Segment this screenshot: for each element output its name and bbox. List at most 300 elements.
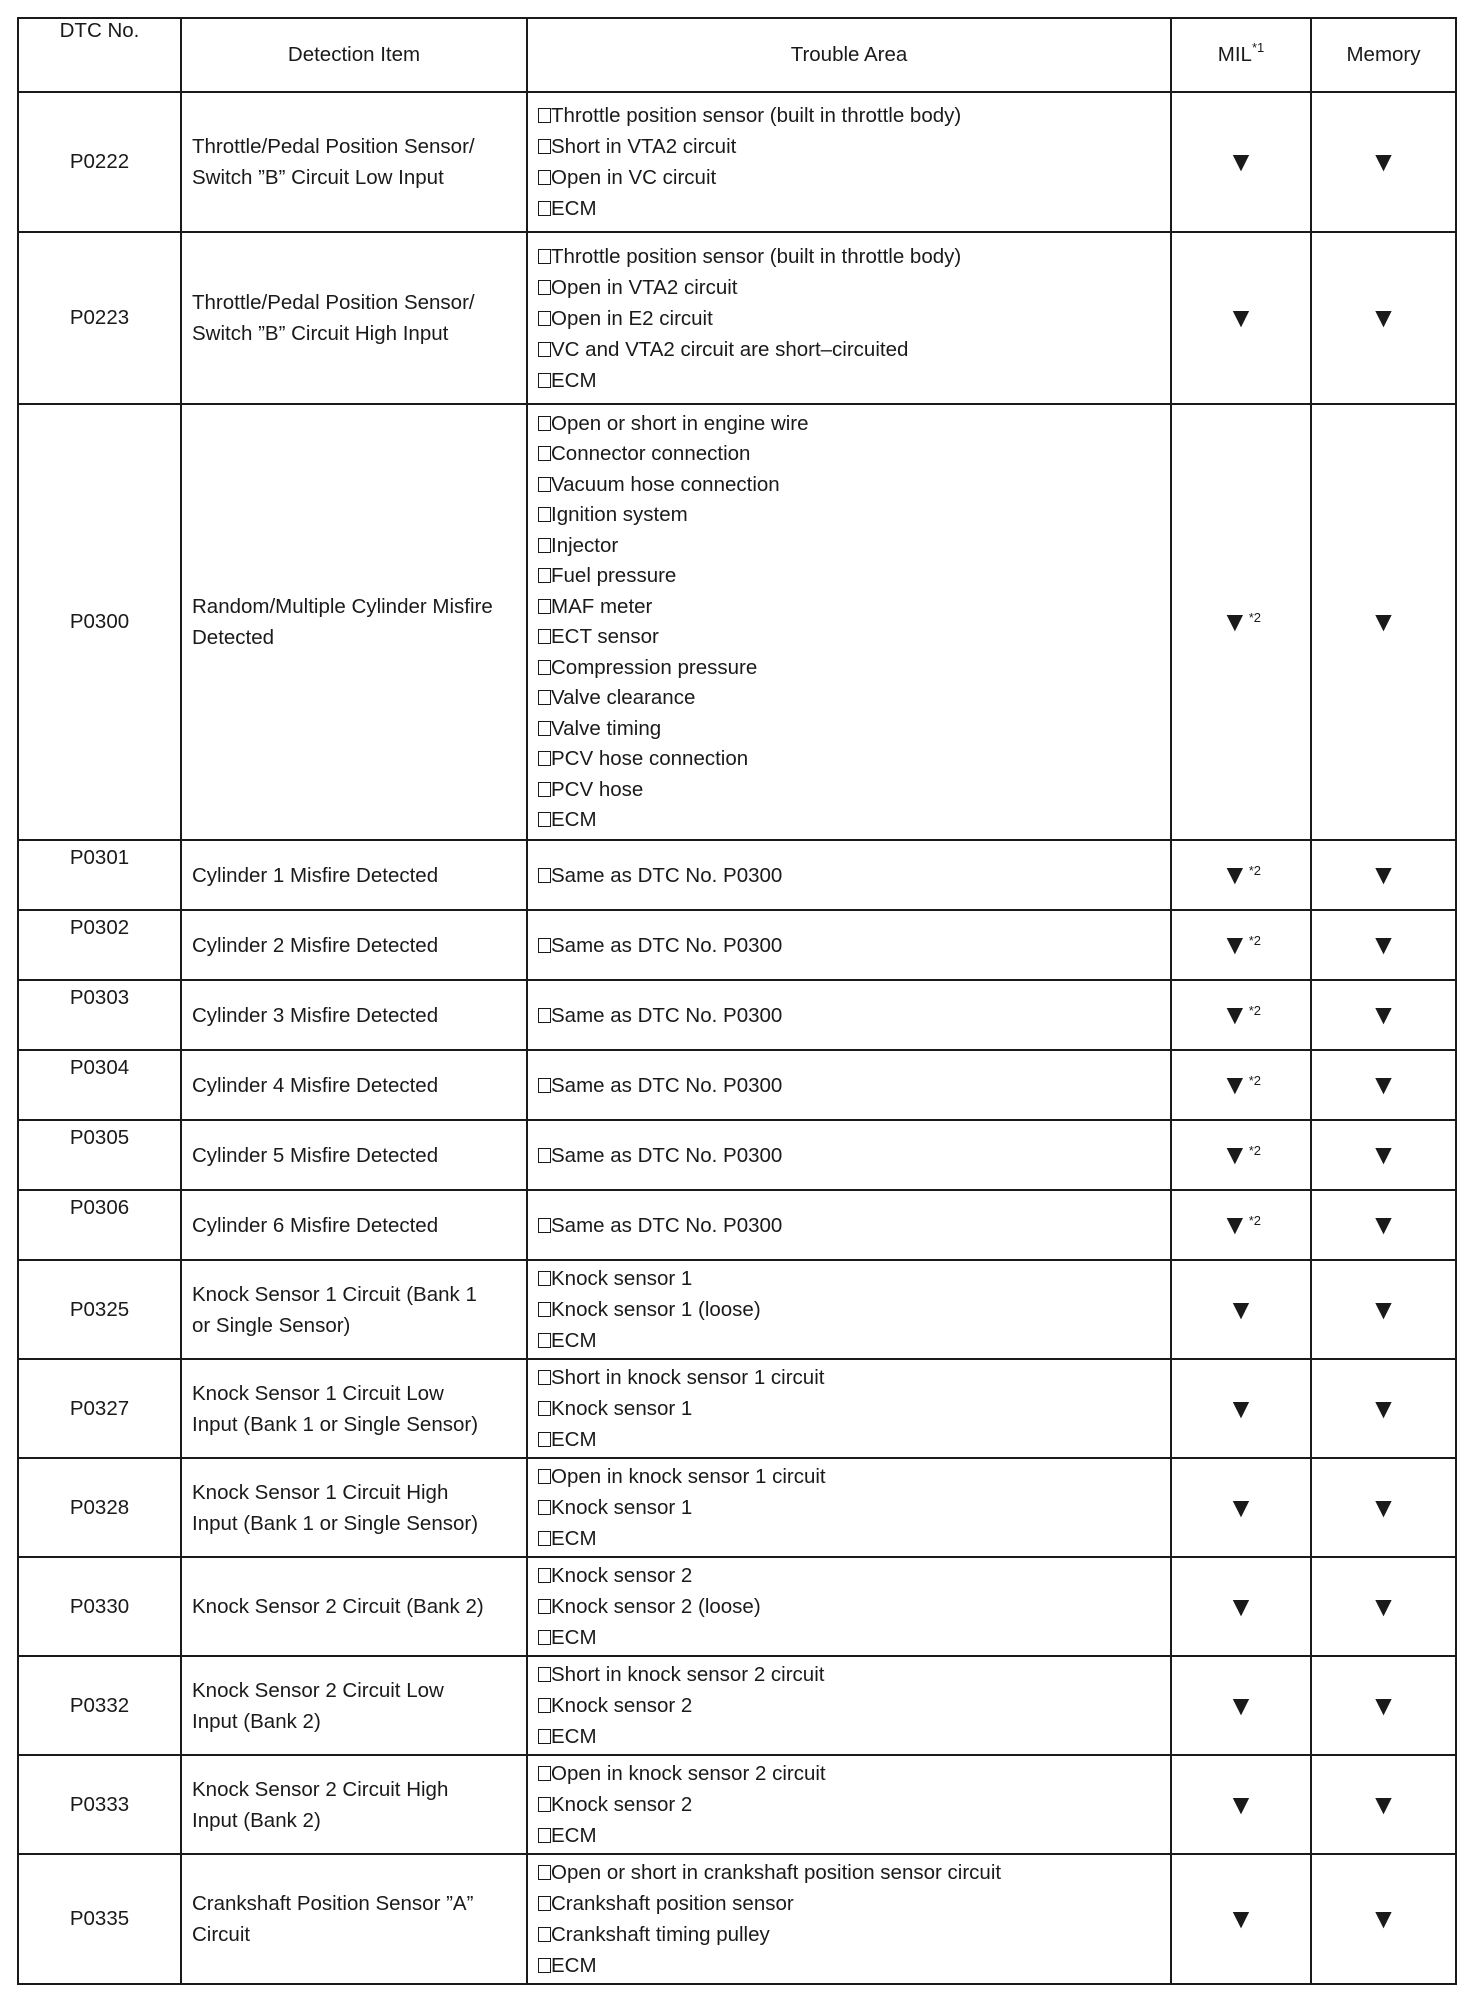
trouble-area-text: Injector: [551, 533, 619, 557]
memory-cell: [1311, 1359, 1456, 1458]
mil-cell: [1171, 1854, 1311, 1984]
dtc-code: P0222: [18, 92, 181, 232]
checkbox-square-icon: [538, 1333, 551, 1348]
detection-item-line: Throttle/Pedal Position Sensor/: [192, 291, 475, 314]
memory-cell: [1311, 1656, 1456, 1755]
memory-cell: [1311, 1557, 1456, 1656]
trouble-area-text: ECM: [551, 1954, 597, 1977]
checkbox-square-icon: [538, 782, 551, 797]
dtc-code: P0332: [18, 1656, 181, 1755]
checkbox-square-icon: [538, 1218, 551, 1233]
trouble-area-item: [538, 500, 1160, 531]
dtc-code: P0327: [18, 1359, 181, 1458]
mil-footnote: *2: [1248, 863, 1261, 878]
trouble-area-text: Knock sensor 2: [551, 1793, 693, 1816]
trouble-area-item: [538, 714, 1160, 745]
mil-cell: [1171, 980, 1311, 1050]
dtc-code: P0333: [18, 1755, 181, 1854]
mil-cell: [1171, 1190, 1311, 1260]
detection-item: [181, 1854, 527, 1984]
table-row: [18, 980, 1456, 1050]
checkbox-square-icon: [538, 1667, 551, 1682]
triangle-down-icon: ▼: [1369, 1788, 1398, 1820]
checkbox-square-icon: [538, 477, 551, 492]
dtc-code: P0303: [18, 980, 181, 1050]
detection-item-line: Cylinder 5 Misfire Detected: [192, 1143, 439, 1167]
table-row: [18, 1359, 1456, 1458]
detection-item-line: Knock Sensor 1 Circuit (Bank 1: [192, 1282, 477, 1306]
triangle-down-icon: ▼: [1369, 929, 1398, 960]
checkbox-square-icon: [538, 1078, 551, 1093]
table-row: [18, 1120, 1456, 1190]
trouble-area-text: ECM: [551, 1824, 597, 1847]
trouble-area: [527, 1557, 1171, 1656]
trouble-area-text: Same as DTC No. P0300: [551, 1003, 783, 1027]
mil-cell: [1171, 1656, 1311, 1755]
trouble-area-item: [538, 131, 1160, 162]
trouble-area-item: [538, 1263, 1160, 1294]
memory-cell: [1311, 1260, 1456, 1359]
trouble-area-text: Valve clearance: [551, 686, 696, 709]
triangle-down-icon: ▼: [1369, 1491, 1398, 1523]
trouble-area-text: Open or short in engine wire: [551, 411, 809, 435]
trouble-area-item: [538, 303, 1160, 334]
header-mil-note: *1: [1251, 40, 1265, 55]
trouble-area-item: [538, 1758, 1160, 1789]
triangle-down-icon: ▼: [1227, 1903, 1255, 1934]
trouble-area-text: Throttle position sensor (built in throttle body): [551, 244, 962, 268]
detection-item: [181, 910, 527, 980]
trouble-area: [527, 1458, 1171, 1557]
trouble-area-item: [538, 561, 1160, 592]
mil-cell: [1171, 1755, 1311, 1854]
mil-cell: [1171, 910, 1311, 980]
trouble-area-item: [538, 1210, 1160, 1241]
detection-item-line: Input (Bank 2): [192, 1709, 321, 1733]
checkbox-square-icon: [538, 1599, 551, 1614]
detection-item-line: Input (Bank 1 or Single Sensor): [192, 1412, 479, 1436]
trouble-area-item: [538, 744, 1160, 775]
checkbox-square-icon: [538, 416, 551, 431]
memory-cell: [1311, 1755, 1456, 1854]
trouble-area-item: [538, 1294, 1160, 1325]
header-memory: Memory: [1311, 18, 1456, 92]
memory-cell: [1311, 404, 1456, 840]
header-detection-item: Detection Item: [181, 18, 527, 92]
mil-footnote: *2: [1248, 933, 1261, 948]
trouble-area: [527, 980, 1171, 1050]
trouble-area-text: MAF meter: [551, 594, 653, 618]
trouble-area-text: Fuel pressure: [551, 564, 677, 587]
trouble-area-item: [538, 592, 1160, 623]
trouble-area-text: Knock sensor 1: [551, 1397, 693, 1420]
trouble-area-item: [538, 272, 1160, 303]
dtc-code: P0301: [18, 840, 181, 910]
trouble-area-text: Knock sensor 2: [551, 1564, 693, 1587]
trouble-area: [527, 1190, 1171, 1260]
triangle-down-icon: ▼: [1220, 999, 1249, 1030]
mil-cell: [1171, 1260, 1311, 1359]
mil-cell: [1171, 92, 1311, 232]
trouble-area-item: [538, 334, 1160, 365]
detection-item-line: or Single Sensor): [192, 1313, 351, 1337]
memory-cell: [1311, 840, 1456, 910]
dtc-code: P0305: [18, 1120, 181, 1190]
checkbox-square-icon: [538, 538, 551, 553]
trouble-area: [527, 1854, 1171, 1984]
table-row: [18, 1854, 1456, 1984]
mil-cell: [1171, 1120, 1311, 1190]
detection-item-line: Knock Sensor 2 Circuit (Bank 2): [192, 1595, 484, 1618]
trouble-area-text: ECM: [551, 1329, 597, 1352]
trouble-area-item: [538, 1591, 1160, 1622]
checkbox-square-icon: [538, 1698, 551, 1713]
checkbox-square-icon: [538, 1828, 551, 1843]
trouble-area-text: Ignition system: [551, 503, 688, 526]
checkbox-square-icon: [538, 938, 551, 953]
checkbox-square-icon: [538, 1531, 551, 1546]
trouble-area-item: [538, 1820, 1160, 1851]
triangle-down-icon: ▼: [1369, 1689, 1398, 1721]
trouble-area-item: [538, 1000, 1160, 1031]
detection-item: [181, 92, 527, 232]
trouble-area-text: ECM: [551, 808, 597, 831]
checkbox-square-icon: [538, 1958, 551, 1973]
checkbox-square-icon: [538, 868, 551, 883]
dtc-code: P0302: [18, 910, 181, 980]
table-row: [18, 840, 1456, 910]
triangle-down-icon: ▼: [1369, 859, 1398, 890]
table-row: [18, 1458, 1456, 1557]
header-row: [18, 18, 1456, 92]
detection-item: [181, 232, 527, 404]
trouble-area-text: Throttle position sensor (built in throttle body): [551, 104, 962, 127]
trouble-area-text: Vacuum hose connection: [551, 472, 780, 496]
trouble-area-text: PCV hose connection: [551, 747, 749, 770]
table-row: [18, 1755, 1456, 1854]
checkbox-square-icon: [538, 170, 551, 185]
table-row: [18, 92, 1456, 232]
trouble-area-text: Open in knock sensor 1 circuit: [551, 1465, 826, 1488]
trouble-area-text: ECM: [551, 1725, 597, 1748]
trouble-area: [527, 1050, 1171, 1120]
detection-item-line: Knock Sensor 2 Circuit High: [192, 1777, 449, 1801]
table-row: [18, 232, 1456, 404]
trouble-area: [527, 1755, 1171, 1854]
detection-item-line: Cylinder 2 Misfire Detected: [192, 933, 439, 957]
checkbox-square-icon: [538, 280, 551, 295]
trouble-area-text: Open in knock sensor 2 circuit: [551, 1762, 826, 1785]
triangle-down-icon: ▼: [1369, 1069, 1398, 1100]
trouble-area-item: [538, 683, 1160, 714]
memory-cell: [1311, 1120, 1456, 1190]
checkbox-square-icon: [538, 812, 551, 827]
trouble-area-text: Open in E2 circuit: [551, 306, 713, 330]
triangle-down-icon: ▼: [1369, 1209, 1398, 1240]
detection-item: [181, 1557, 527, 1656]
trouble-area-item: [538, 1140, 1160, 1171]
memory-cell: [1311, 1050, 1456, 1120]
detection-item-line: Throttle/Pedal Position Sensor/: [192, 135, 475, 158]
triangle-down-icon: ▼: [1220, 606, 1249, 637]
trouble-area-item: [538, 1461, 1160, 1492]
checkbox-square-icon: [538, 311, 551, 326]
trouble-area-text: Short in knock sensor 1 circuit: [551, 1366, 825, 1389]
trouble-area-text: ECM: [551, 1428, 597, 1451]
detection-item: [181, 404, 527, 840]
trouble-area-text: ECT sensor: [551, 625, 659, 648]
mil-cell: [1171, 840, 1311, 910]
checkbox-square-icon: [538, 507, 551, 522]
trouble-area: [527, 1260, 1171, 1359]
table-row: [18, 404, 1456, 840]
triangle-down-icon: ▼: [1227, 1788, 1255, 1820]
trouble-area-text: Knock sensor 2: [551, 1694, 693, 1717]
checkbox-square-icon: [538, 1302, 551, 1317]
triangle-down-icon: ▼: [1369, 1139, 1398, 1170]
triangle-down-icon: ▼: [1227, 1689, 1255, 1721]
trouble-area-text: Same as DTC No. P0300: [551, 1073, 783, 1097]
checkbox-square-icon: [538, 751, 551, 766]
checkbox-square-icon: [538, 1797, 551, 1812]
table-row: [18, 910, 1456, 980]
triangle-down-icon: ▼: [1369, 1903, 1398, 1934]
triangle-down-icon: ▼: [1227, 1392, 1255, 1424]
mil-cell: [1171, 1050, 1311, 1120]
header-mil-label: MIL: [1217, 43, 1252, 66]
detection-item-line: Input (Bank 1 or Single Sensor): [192, 1511, 479, 1535]
trouble-area-text: PCV hose: [551, 777, 644, 801]
triangle-down-icon: ▼: [1369, 606, 1398, 637]
checkbox-square-icon: [538, 1896, 551, 1911]
trouble-area-text: Knock sensor 1: [551, 1267, 693, 1290]
detection-item: [181, 1359, 527, 1458]
table-row: [18, 1656, 1456, 1755]
detection-item-line: Circuit: [192, 1923, 251, 1946]
checkbox-square-icon: [538, 1766, 551, 1781]
detection-item-line: Crankshaft Position Sensor ”A”: [192, 1892, 474, 1915]
checkbox-square-icon: [538, 1568, 551, 1583]
trouble-area: [527, 1120, 1171, 1190]
detection-item: [181, 1050, 527, 1120]
trouble-area-item: [538, 365, 1160, 396]
mil-cell: [1171, 404, 1311, 840]
detection-item-line: Cylinder 3 Misfire Detected: [192, 1003, 439, 1027]
trouble-area-text: Crankshaft timing pulley: [551, 1923, 770, 1946]
checkbox-square-icon: [538, 342, 551, 357]
table-row: [18, 1190, 1456, 1260]
mil-footnote: *2: [1248, 1143, 1261, 1158]
trouble-area: [527, 1656, 1171, 1755]
header-dtc-no: DTC No.: [18, 18, 181, 92]
detection-item: [181, 1656, 527, 1755]
detection-item-line: Switch ”B” Circuit Low Input: [192, 166, 444, 189]
trouble-area-item: [538, 860, 1160, 891]
table-row: [18, 1260, 1456, 1359]
detection-item: [181, 1755, 527, 1854]
trouble-area-text: ECM: [551, 197, 597, 220]
trouble-area-item: [538, 1325, 1160, 1356]
memory-cell: [1311, 910, 1456, 980]
triangle-down-icon: ▼: [1220, 1069, 1249, 1100]
mil-footnote: *2: [1248, 1003, 1261, 1018]
trouble-area-item: [538, 1857, 1160, 1888]
triangle-down-icon: ▼: [1369, 999, 1398, 1030]
memory-cell: [1311, 1190, 1456, 1260]
trouble-area-item: [538, 1362, 1160, 1393]
trouble-area-text: ECM: [551, 368, 597, 392]
trouble-area-item: [538, 1919, 1160, 1950]
trouble-area-item: [538, 531, 1160, 562]
detection-item-line: Cylinder 4 Misfire Detected: [192, 1073, 439, 1097]
trouble-area: [527, 840, 1171, 910]
checkbox-square-icon: [538, 373, 551, 388]
detection-item: [181, 1120, 527, 1190]
trouble-area-item: [538, 439, 1160, 470]
dtc-code: P0300: [18, 404, 181, 840]
checkbox-square-icon: [538, 249, 551, 264]
trouble-area-item: [538, 1393, 1160, 1424]
trouble-area: [527, 1359, 1171, 1458]
checkbox-square-icon: [538, 108, 551, 123]
checkbox-square-icon: [538, 690, 551, 705]
triangle-down-icon: ▼: [1227, 302, 1255, 333]
detection-item: [181, 1458, 527, 1557]
trouble-area-text: Same as DTC No. P0300: [551, 863, 783, 887]
trouble-area-item: [538, 1560, 1160, 1591]
checkbox-square-icon: [538, 1927, 551, 1942]
checkbox-square-icon: [538, 1271, 551, 1286]
mil-cell: [1171, 1557, 1311, 1656]
trouble-area-text: Compression pressure: [551, 655, 758, 679]
checkbox-square-icon: [538, 660, 551, 675]
trouble-area-text: Knock sensor 1 (loose): [551, 1298, 761, 1321]
header-mil: [1171, 18, 1311, 92]
dtc-code: P0325: [18, 1260, 181, 1359]
trouble-area-text: Same as DTC No. P0300: [551, 1143, 783, 1167]
detection-item-line: Detected: [192, 626, 275, 649]
dtc-code: P0223: [18, 232, 181, 404]
trouble-area-text: Open in VC circuit: [551, 166, 717, 189]
dtc-code: P0330: [18, 1557, 181, 1656]
checkbox-square-icon: [538, 201, 551, 216]
header-trouble-area: Trouble Area: [527, 18, 1171, 92]
trouble-area: [527, 404, 1171, 840]
trouble-area: [527, 92, 1171, 232]
checkbox-square-icon: [538, 1370, 551, 1385]
checkbox-square-icon: [538, 1432, 551, 1447]
trouble-area-item: [538, 1690, 1160, 1721]
triangle-down-icon: ▼: [1369, 1293, 1398, 1325]
trouble-area-item: [538, 1721, 1160, 1752]
mil-footnote: *2: [1248, 1213, 1261, 1228]
checkbox-square-icon: [538, 139, 551, 154]
detection-item-line: Knock Sensor 1 Circuit Low: [192, 1381, 444, 1405]
trouble-area-item: [538, 1659, 1160, 1690]
triangle-down-icon: ▼: [1220, 929, 1249, 960]
detection-item: [181, 840, 527, 910]
trouble-area-item: [538, 775, 1160, 806]
checkbox-square-icon: [538, 629, 551, 644]
trouble-area-item: [538, 193, 1160, 224]
triangle-down-icon: ▼: [1227, 1491, 1255, 1523]
triangle-down-icon: ▼: [1220, 1139, 1249, 1170]
memory-cell: [1311, 980, 1456, 1050]
triangle-down-icon: ▼: [1369, 1590, 1398, 1622]
dtc-code: P0328: [18, 1458, 181, 1557]
table-row: [18, 1050, 1456, 1120]
checkbox-square-icon: [538, 1630, 551, 1645]
checkbox-square-icon: [538, 721, 551, 736]
trouble-area-text: Open or short in crankshaft position sensor circuit: [551, 1861, 1002, 1884]
trouble-area-text: ECM: [551, 1626, 597, 1649]
dtc-table: [17, 17, 1457, 1985]
checkbox-square-icon: [538, 1729, 551, 1744]
triangle-down-icon: ▼: [1227, 146, 1255, 177]
mil-footnote: *2: [1248, 1073, 1261, 1088]
trouble-area-item: [538, 1888, 1160, 1919]
trouble-area-text: Open in VTA2 circuit: [551, 275, 738, 299]
detection-item-line: Cylinder 1 Misfire Detected: [192, 863, 439, 887]
detection-item-line: Input (Bank 2): [192, 1808, 321, 1832]
triangle-down-icon: ▼: [1369, 302, 1398, 333]
detection-item: [181, 980, 527, 1050]
trouble-area-item: [538, 622, 1160, 653]
trouble-area-text: Same as DTC No. P0300: [551, 1213, 783, 1237]
trouble-area-text: Valve timing: [551, 716, 662, 740]
memory-cell: [1311, 232, 1456, 404]
checkbox-square-icon: [538, 1500, 551, 1515]
trouble-area-item: [538, 470, 1160, 501]
trouble-area-item: [538, 1492, 1160, 1523]
mil-cell: [1171, 1458, 1311, 1557]
detection-item: [181, 1190, 527, 1260]
trouble-area-item: [538, 1789, 1160, 1820]
triangle-down-icon: ▼: [1227, 1590, 1255, 1622]
trouble-area-item: [538, 1622, 1160, 1653]
triangle-down-icon: ▼: [1227, 1293, 1255, 1325]
table-row: [18, 1557, 1456, 1656]
trouble-area-item: [538, 241, 1160, 272]
checkbox-square-icon: [538, 1008, 551, 1023]
checkbox-square-icon: [538, 1865, 551, 1880]
triangle-down-icon: ▼: [1220, 859, 1249, 890]
triangle-down-icon: ▼: [1369, 146, 1398, 177]
memory-cell: [1311, 1854, 1456, 1984]
trouble-area-text: Knock sensor 2 (loose): [551, 1595, 761, 1618]
trouble-area-item: [538, 162, 1160, 193]
mil-cell: [1171, 232, 1311, 404]
trouble-area-text: Short in knock sensor 2 circuit: [551, 1663, 825, 1686]
trouble-area: [527, 232, 1171, 404]
trouble-area-text: Crankshaft position sensor: [551, 1892, 794, 1915]
trouble-area-text: Knock sensor 1: [551, 1496, 693, 1519]
detection-item-line: Switch ”B” Circuit High Input: [192, 322, 449, 345]
detection-item-line: Random/Multiple Cylinder Misfire: [192, 595, 493, 618]
checkbox-square-icon: [538, 1401, 551, 1416]
checkbox-square-icon: [538, 446, 551, 461]
checkbox-square-icon: [538, 568, 551, 583]
checkbox-square-icon: [538, 1148, 551, 1163]
checkbox-square-icon: [538, 599, 551, 614]
dtc-code: P0304: [18, 1050, 181, 1120]
trouble-area-text: Short in VTA2 circuit: [551, 135, 737, 158]
trouble-area-text: Connector connection: [551, 442, 751, 465]
trouble-area-item: [538, 1523, 1160, 1554]
triangle-down-icon: ▼: [1220, 1209, 1249, 1240]
mil-footnote: *2: [1248, 610, 1261, 625]
trouble-area-item: [538, 409, 1160, 440]
